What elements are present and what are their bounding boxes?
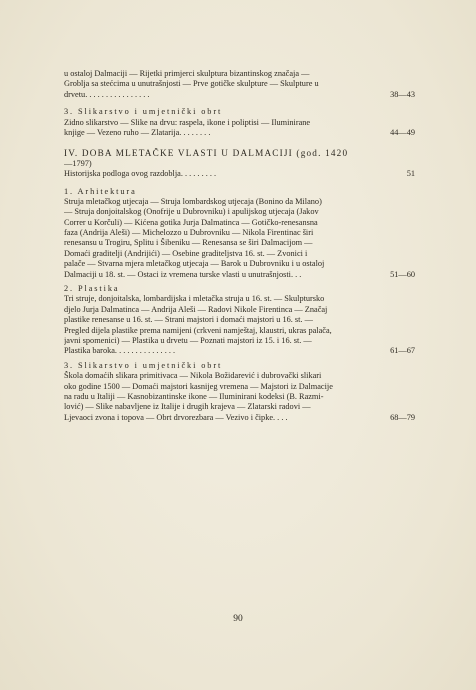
toc-line: Correr u Korčuli) — Kićena gotika Jurja Dalmatinca — Gotičko-renesansna	[64, 217, 318, 227]
toc-entry-skulptura	[64, 69, 415, 100]
toc-line: plastike renesanse u 16. st. — Strani majstori i domaći majstori u 16. st. —	[64, 315, 313, 325]
toc-line: renesansu u Trogiru, Splitu i Šibeniku — Renesansa se širi Dalmacijom —	[64, 238, 313, 248]
toc-line: palače — Stvarna mjera mletačkog utjecaja — Barok u Dubrovniku i u ostaloj	[64, 259, 325, 269]
toc-entry-plastika	[64, 294, 415, 356]
subsection-heading: 3. Slikarstvo i umjetnički obrt	[64, 360, 223, 370]
page-range: 51—60	[390, 269, 415, 279]
toc-line: djelo Jurja Dalmatinca — Andrija Aleši — Radovi Nikole Firentinca — Značaj	[64, 304, 328, 314]
toc-line: u ostaloj Dalmaciji — Rijetki primjerci skulptura bizantinskog značaja —	[64, 69, 310, 78]
toc-line: faza (Andrija Aleši) — Michelozzo u Dubrovniku — Nikola Firentinac širi	[64, 228, 314, 238]
toc-line: Pregled dijela plastike prema namijeni (crkveni namještaj, klaustri, ukras palača,	[64, 325, 332, 335]
toc-line: Zidno slikarstvo — Slike na drvu: raspela, ikone i poliptisi — Iluminirane	[64, 117, 311, 127]
table-of-contents	[64, 69, 415, 423]
toc-entry-slikarstvo	[64, 118, 415, 139]
toc-line: Dalmaciji u 18. st. — Ostaci iz vremena turske vlasti u unutrašnjosti. . .	[64, 269, 302, 279]
toc-line: oko godine 1500 — Domaći majstori kasnijeg vremena — Majstori iz Dalmacije	[64, 381, 333, 391]
toc-entry-arhitektura	[64, 197, 415, 280]
subsection-heading: 3. Slikarstvo i umjetnički obrt	[64, 107, 223, 117]
page-range: 44—49	[390, 127, 415, 137]
toc-line: na radu u Italiji — Kasnobizantinske ikone — Iluminirani kodeksi (B. Razmi-	[64, 391, 324, 401]
toc-line: Tri struje, donjoitalska, lombardijska i mletačka struja u 16. st. — Skulptursko	[64, 294, 325, 304]
toc-line: Struja mletačkog utjecaja — Struja lombardskog utjecaja (Bonino da Milano)	[64, 196, 322, 206]
page-range: 51	[406, 169, 415, 179]
toc-line: javni spomenici) — Plastika u drvetu — Poznati majstori iz 15. i 16. st. —	[64, 336, 312, 345]
section-title-cont: —1797)	[64, 158, 92, 168]
section-title: IV. DOBA MLETAČKE VLASTI U DALMACIJI (god. 1420	[64, 148, 349, 159]
toc-line: — Struja donjoitalskog (Onofrije u Dubrovniku) i apuliјskog utjecaja (Jakov	[64, 207, 319, 217]
toc-line: Plastika baroka. . . . . . . . . . . . . . .	[64, 346, 176, 356]
page-range: 38—43	[390, 89, 415, 99]
toc-entry-slikarstvo-iv	[64, 371, 415, 423]
toc-line: knjige — Vezeno ruho — Zlatarija. . . . . . . .	[64, 127, 211, 137]
toc-line: drvetu. . . . . . . . . . . . . . . .	[64, 89, 150, 99]
toc-line: Domaći graditelji (Andrijići) — Osebine graditeljstva 16. st. — Zvonici i	[64, 248, 308, 258]
toc-entry-historijska	[64, 169, 415, 179]
toc-line: Historijska podloga ovog razdoblja. . . . . . . . .	[64, 169, 217, 179]
page-number: 90	[233, 614, 243, 624]
subsection-heading: 2. Plastika	[64, 284, 120, 294]
toc-line: Groblja sa stećcima u unutrašnjosti — Prve gotičke skulpture — Skulpture u	[64, 79, 319, 89]
subsection-heading: 1. Arhitektura	[64, 186, 137, 196]
toc-line: Ljevaoci zvona i topova — Obrt drvorezbara — Vezivo i čipke. . . .	[64, 412, 288, 422]
page-range: 61—67	[390, 346, 415, 356]
toc-line: Škola domaćih slikara primitivaca — Nikola Božidarević i dubrovački slikari	[64, 371, 322, 381]
page-range: 68—79	[390, 412, 415, 422]
toc-line: lović) — Slike nabavljene iz Italije i drugih krajeva — Zlatarski radovi —	[64, 402, 311, 412]
